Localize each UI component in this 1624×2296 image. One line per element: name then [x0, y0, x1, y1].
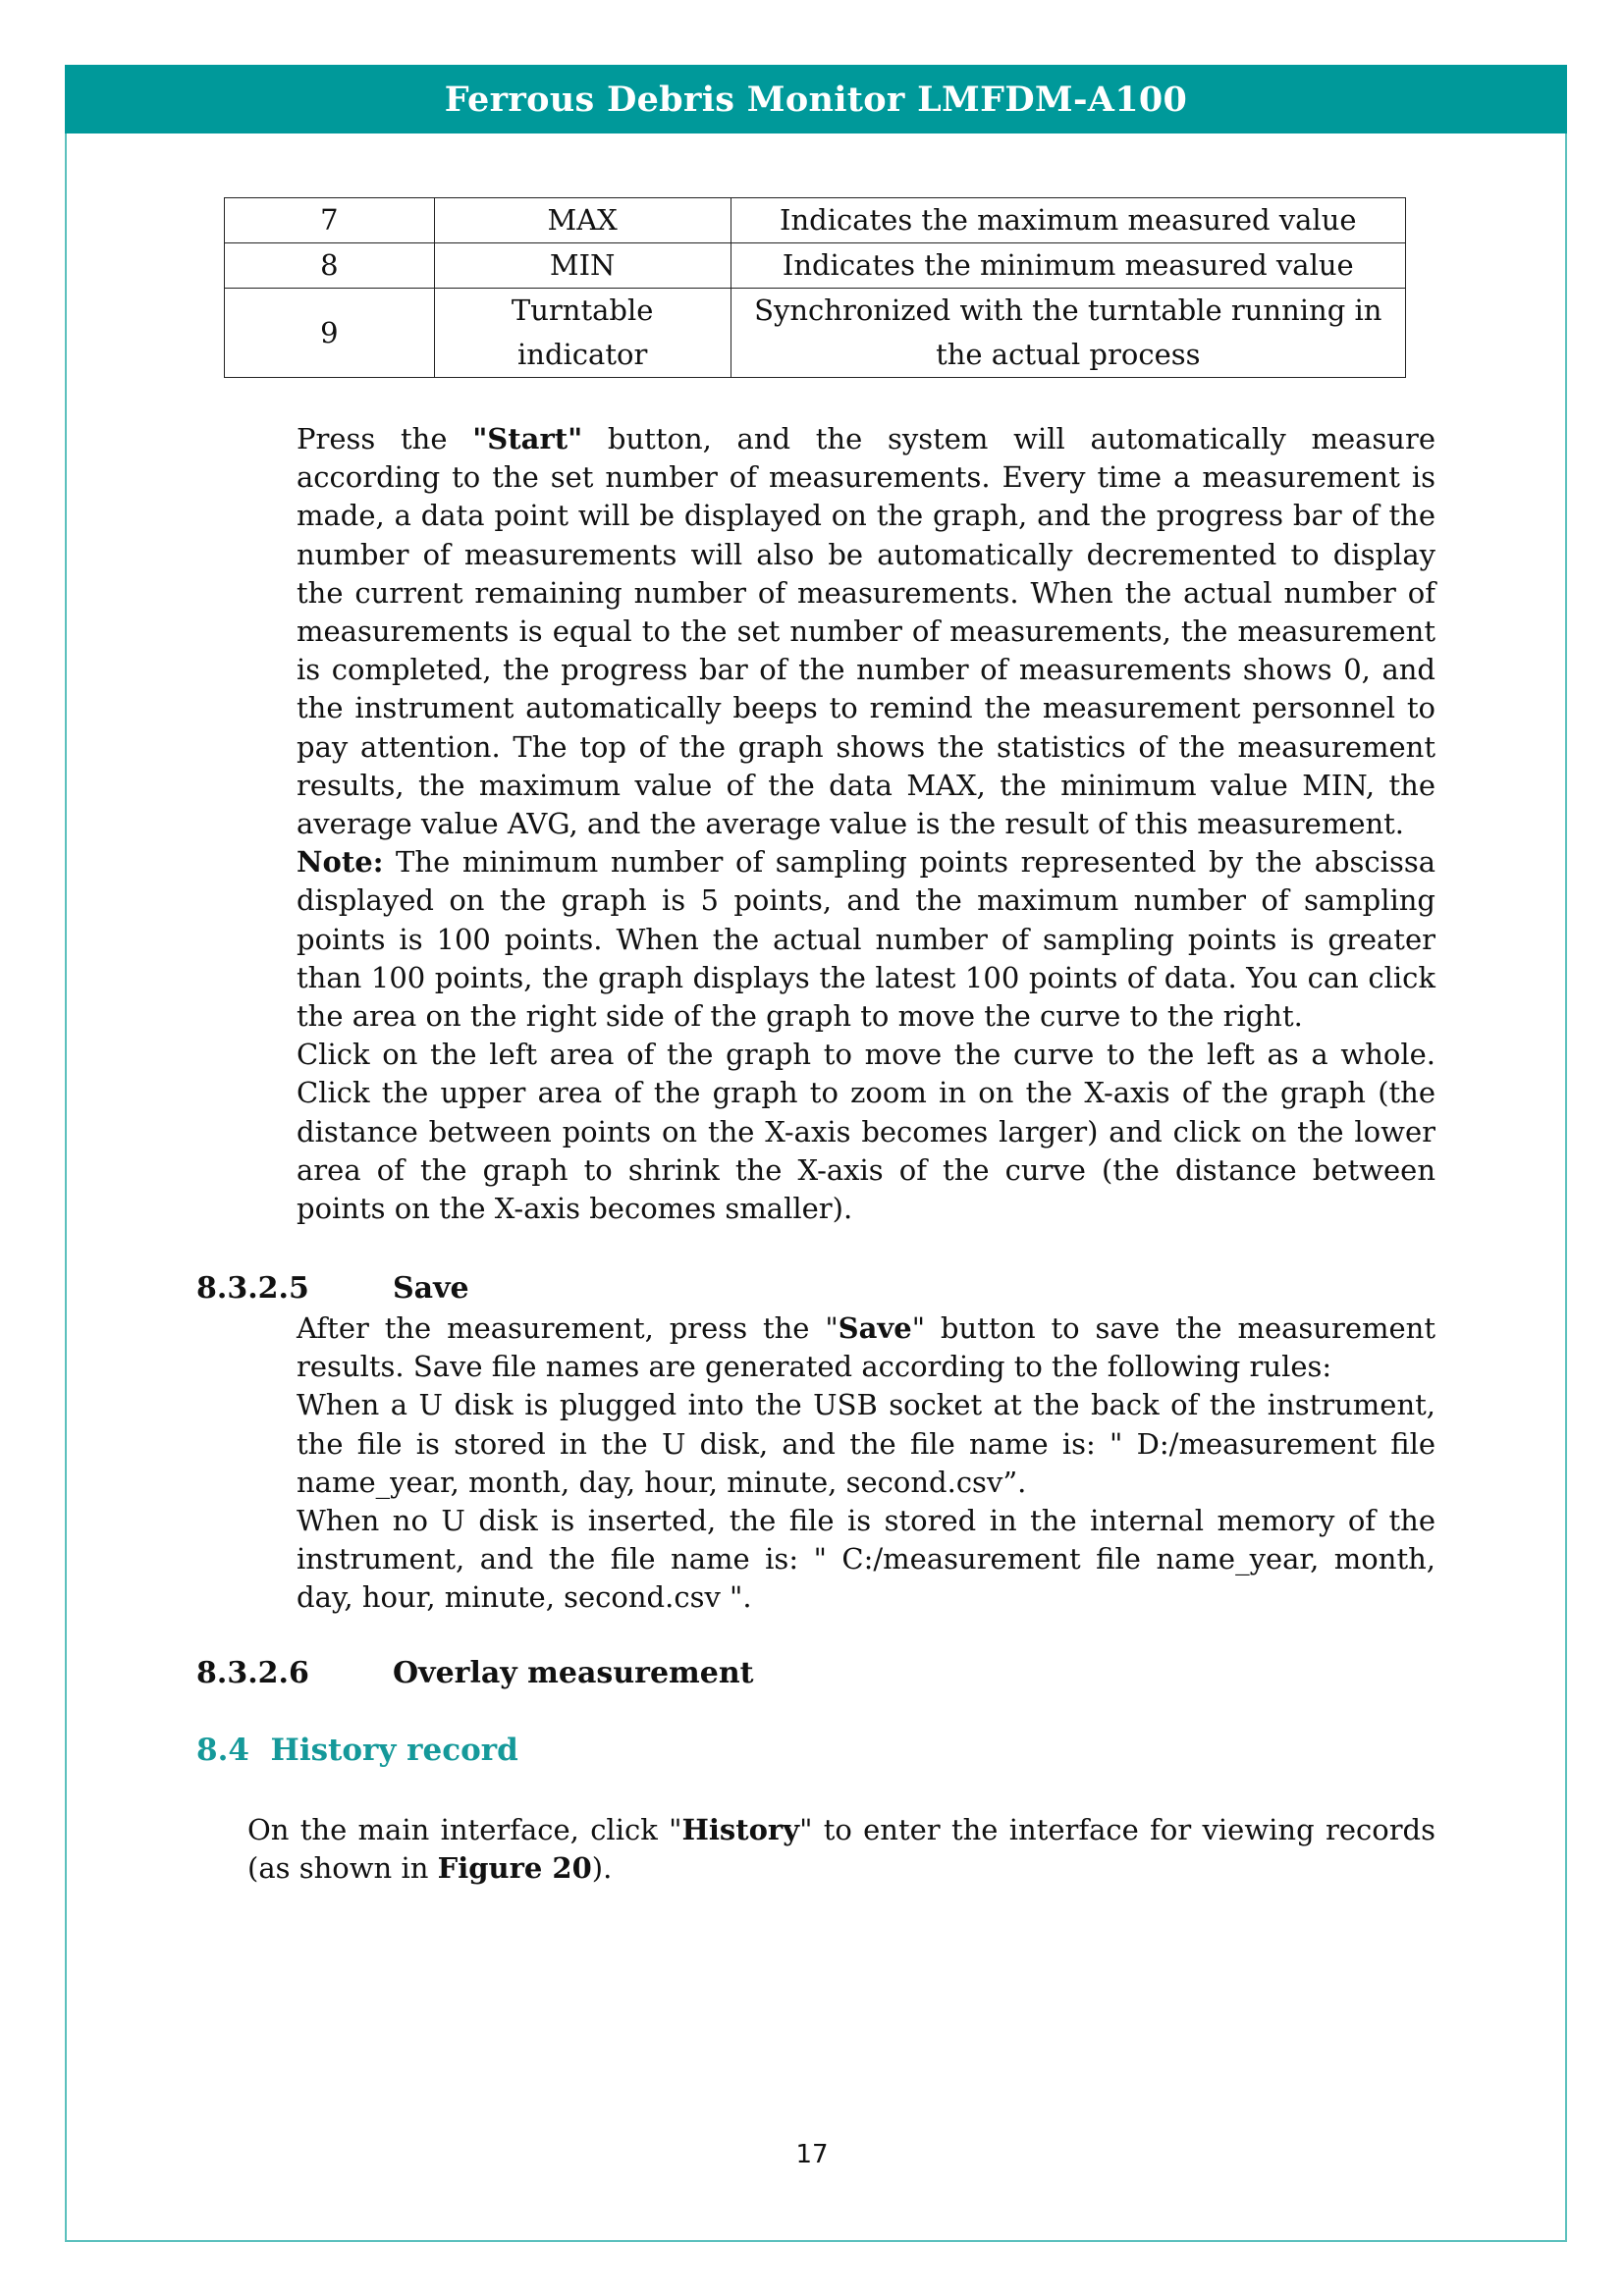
section-title: Save: [393, 1271, 469, 1306]
table-cell-description: [731, 289, 1405, 378]
paragraph: Click on the left area of the graph to move the curve to the left as a whole. Click the upper area of the graph to zoom in on the X-axis of the graph (the distance between points on the X-axis becomes larger) and click on the lower area of the graph to shrink the X-axis of the curve (the distance between points on the X-axis becomes smaller).: [297, 1038, 1435, 1226]
paragraph: When a U disk is plugged into the USB socket at the back of the instrument, the file is stored in the U disk, and the file name is: " D:/measurement file name_year, month, day, hour, minute, second.csv”.: [297, 1388, 1435, 1499]
document-title: Ferrous Debris Monitor LMFDM-A100: [444, 79, 1188, 120]
indicator-table: [224, 197, 1406, 378]
note-label: Note:: [297, 845, 384, 880]
text-run: After the measurement, press the ": [297, 1311, 839, 1345]
table-cell-name: [434, 289, 731, 378]
start-button-reference: "Start": [472, 422, 583, 455]
table-cell-number: 7: [225, 198, 435, 243]
text-run: " button to save the measurement results. Save file names are generated according to the following rules:: [297, 1311, 1435, 1384]
page-number: 17: [795, 2140, 829, 2169]
section-number: 8.3.2.6: [196, 1656, 309, 1690]
paragraph: When no U disk is inserted, the file is stored in the internal memory of the instrument, and the file name is: " C:/measurement file name_year, month, day, hour, minute, second.csv ".: [297, 1504, 1435, 1615]
section-number: 8.3.2.5: [196, 1271, 309, 1306]
paragraph: [297, 420, 1435, 843]
paragraph: [247, 1811, 1435, 1888]
figure-reference: Figure 20: [437, 1851, 592, 1886]
text-run: On the main interface, click ": [247, 1813, 682, 1846]
table-cell-description: Indicates the maximum measured value: [731, 198, 1405, 243]
section-title: Overlay measurement: [393, 1656, 754, 1690]
text-run: Press the: [297, 422, 473, 455]
paragraph: [297, 1309, 1435, 1386]
overlay-heading: [196, 1656, 754, 1690]
description-line: Synchronized with the turntable running in: [754, 294, 1382, 327]
name-line: indicator: [517, 338, 648, 371]
text-run: The minimum number of sampling points represented by the abscissa displayed on the graph is 5 points, and the maximum number of sampling points is 100 points. When the actual number of sampling points is greater than 100 points, the graph displays the latest 100 points of data. You can click the area on the right side of the graph to move the curve to the right.: [297, 845, 1435, 1034]
text-run: button, and the system will automatically measure according to the set number of measurements. Every time a measurement is made, a data point will be displayed on the graph, and the progress bar of the number of measurements will also be automatically decremented to display the current remaining number of measurements. When the actual number of measurements is equal to the set number of measurements, the measurement is completed, the progress bar of the number of measurements shows 0, and the instrument automatically beeps to remind the measurement personnel to pay attention. The top of the graph shows the statistics of the measurement results, the maximum value of the data MAX, the minimum value MIN, the average value AVG, and the average value is the result of this measurement.: [297, 422, 1435, 841]
section-number: 8.4: [196, 1733, 249, 1768]
name-line: Turntable: [511, 294, 654, 327]
save-heading: [196, 1271, 469, 1306]
history-description: [247, 1811, 1435, 1888]
table-row: [225, 289, 1406, 378]
table-cell-number: 9: [225, 289, 435, 378]
text-run: ).: [591, 1851, 613, 1886]
document-header: [65, 65, 1567, 133]
table-row: [225, 243, 1406, 289]
section-title: History record: [270, 1733, 518, 1768]
table-cell-number: 8: [225, 243, 435, 289]
save-button-reference: Save: [838, 1311, 912, 1345]
history-button-reference: History: [681, 1813, 800, 1846]
measurement-description: [297, 420, 1435, 1228]
table-cell-name: MAX: [434, 198, 731, 243]
history-heading: [196, 1733, 518, 1768]
save-description: [297, 1309, 1435, 1618]
description-line: the actual process: [936, 338, 1201, 371]
table-cell-description: Indicates the minimum measured value: [731, 243, 1405, 289]
note-paragraph: [297, 843, 1435, 1036]
table-cell-name: MIN: [434, 243, 731, 289]
table-row: [225, 198, 1406, 243]
text-run: " to enter the interface for viewing records (as shown in: [247, 1813, 1435, 1886]
